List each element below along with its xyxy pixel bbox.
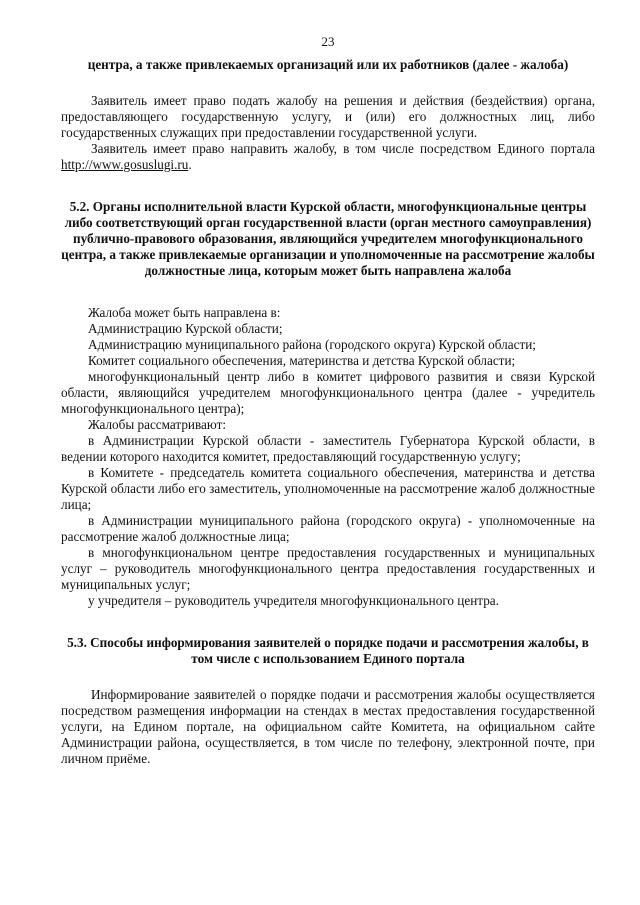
section-5-2-paragraph: Администрацию муниципального района (городского округа) Курской области; <box>88 337 536 352</box>
section-5-2-paragraph: Жалоба может быть направлена в: <box>88 305 281 320</box>
intro-paragraph-1: Заявитель имеет право подать жалобу на решения и действия (бездействия) органа, предоставляющего государственную услугу, и (или) его должностных лиц, либо государственных служащих при предоставлении государственной услуги. <box>61 93 595 140</box>
section-5-2-paragraph: в Администрации муниципального района (городского округа) - уполномоченные на рассмотрение жалоб должностные лица; <box>61 513 595 544</box>
section-5-2-paragraph: Комитет социального обеспечения, материнства и детства Курской области; <box>88 353 516 368</box>
intro-paragraph-2-text: Заявитель имеет право направить жалобу, в том числе посредством Единого портала <box>91 141 595 156</box>
section-5-3-title: 5.3. Способы информирования заявителей о порядке подачи и рассмотрения жалобы, в том числе с использованием Единого портала <box>67 635 589 666</box>
intro-paragraph-2-end: . <box>188 157 192 172</box>
section-5-2-paragraph: Жалобы рассматривают: <box>88 417 227 432</box>
section-5-2-paragraph: Администрацию Курской области; <box>88 321 283 336</box>
section-5-2-paragraph: у учредителя – руководитель учредителя многофункционального центра. <box>88 593 499 608</box>
section-5-3-paragraph: Информирование заявителей о порядке подачи и рассмотрения жалобы осуществляется посредством размещения информации на стендах в местах предоставления государственной услуги, на Едином портале, на официальном сайте Комитета, на официальном сайте Администрации района, осуществляется, в том числе по телефону, электронной почте, при личном приёме. <box>61 687 595 766</box>
section-5-2-paragraph: в Администрации Курской области - заместитель Губернатора Курской области, в ведении которого находится комитет, предоставляющий государственную услугу; <box>61 433 595 464</box>
section-5-2-paragraph: многофункциональный центр либо в комитет цифрового развития и связи Курской области, являющийся учредителем многофункционального центра (далее - учредитель многофункционального центра); <box>61 369 595 416</box>
section-5-2-title: 5.2. Органы исполнительной власти Курской области, многофункциональные центры либо соответствующий орган государственной власти (орган местного самоуправления) публично-правового образования, являющийся учредителем многофункционального центра, а также привлекаемые организации и уполномоченные на рассмотрение жалобы должностные лица, которым может быть направлена жалоба <box>61 199 595 278</box>
section-heading-continued: центра, а также привлекаемых организаций или их работников (далее - жалоба) <box>87 57 569 72</box>
section-5-2-paragraph: в многофункциональном центре предоставления государственных и муниципальных услуг – руководитель многофункционального центра предоставления государственных и муниципальных услуг; <box>61 545 595 592</box>
document-page <box>61 34 595 767</box>
section-5-2-paragraph: в Комитете - председатель комитета социального обеспечения, материнства и детства Курской области либо его заместитель, уполномоченные на рассмотрение жалоб должностные лица; <box>61 465 595 512</box>
intro-paragraph-2 <box>61 141 595 173</box>
page-number: 23 <box>321 34 335 49</box>
gosuslugi-link[interactable]: http://www.gosuslugi.ru <box>61 157 189 172</box>
section-5-2-body <box>61 305 595 609</box>
